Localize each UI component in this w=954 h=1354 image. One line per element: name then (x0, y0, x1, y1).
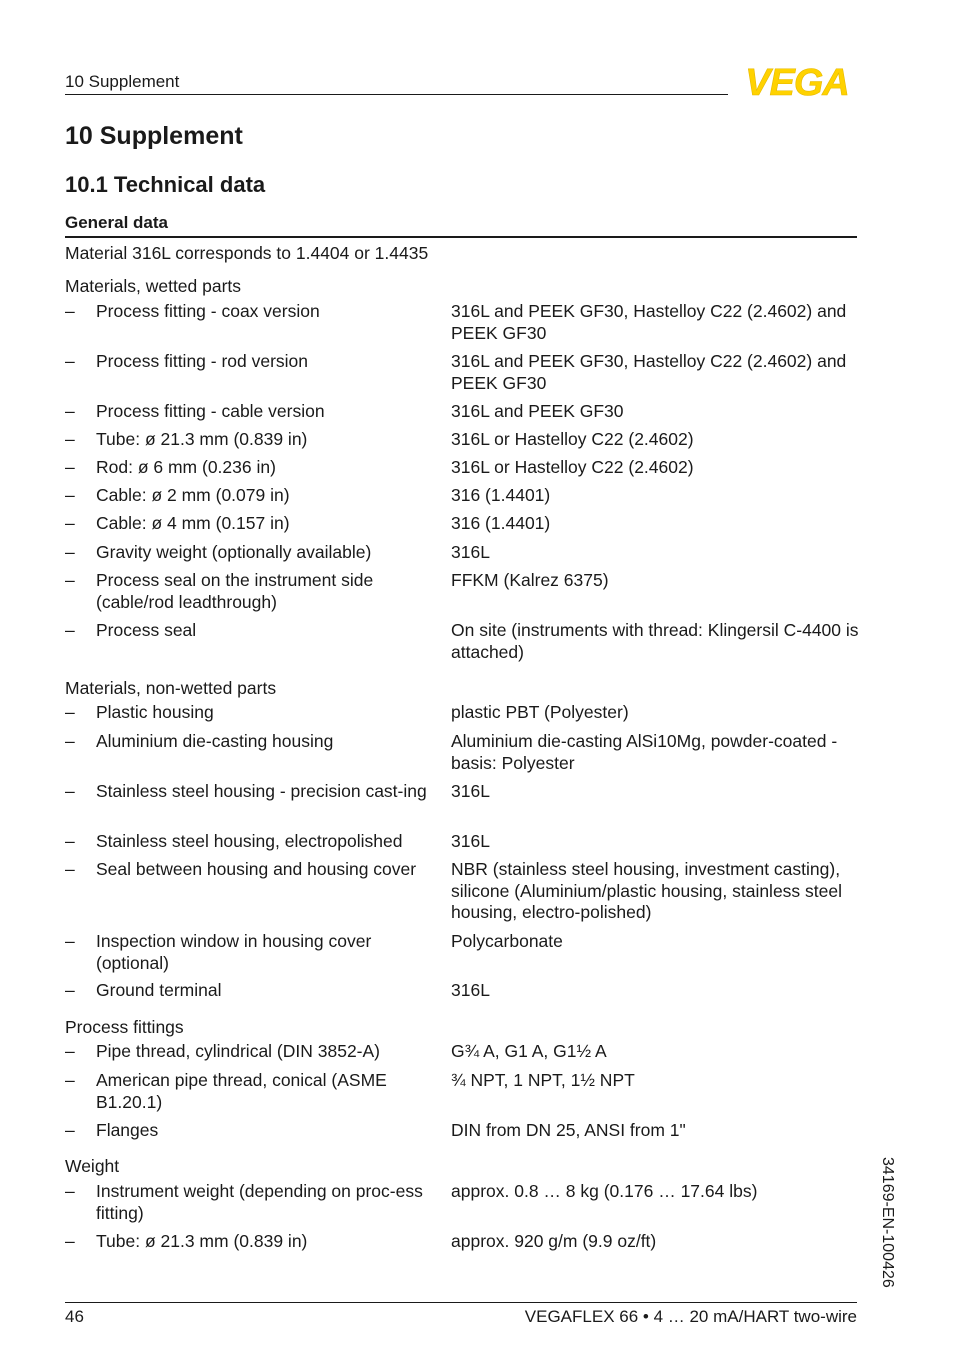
material-note: Material 316L corresponds to 1.4404 or 1.4435 (65, 243, 429, 263)
spec-label: Seal between housing and housing cover (96, 859, 417, 879)
spec-value: ¾ NPT, 1 NPT, 1½ NPT (451, 1070, 635, 1090)
spec-label: Cable: ø 2 mm (0.079 in) (96, 485, 290, 505)
page-number: 46 (65, 1307, 84, 1326)
spec-value: 316L (451, 980, 490, 1000)
list-dash: – (65, 351, 75, 371)
spec-value: plastic PBT (Polyester) (451, 702, 629, 722)
list-dash: – (65, 429, 75, 449)
list-dash: – (65, 1120, 75, 1140)
list-dash: – (65, 1181, 75, 1201)
spec-label: Flanges (96, 1120, 159, 1140)
list-dash: – (65, 702, 75, 722)
list-dash: – (65, 542, 75, 562)
list-dash: – (65, 301, 75, 321)
spec-label: Pipe thread, cylindrical (DIN 3852-A) (96, 1041, 381, 1061)
running-header: 10 Supplement (65, 72, 180, 91)
list-dash: – (65, 931, 75, 951)
list-dash: – (65, 980, 75, 1000)
subsection-heading: General data (65, 213, 168, 232)
spec-label: Inspection window in housing cover (optional) (96, 931, 372, 973)
section-heading: Weight (65, 1156, 120, 1176)
spec-value: NBR (stainless steel housing, investment casting), silicone (Aluminium/plastic housing, stainless steel housing, electro-polished) (451, 859, 843, 922)
spec-label: Process seal on the instrument side (cable/rod leadthrough) (96, 570, 374, 612)
subsection-rule (65, 236, 857, 238)
spec-value: 316L and PEEK GF30 (451, 401, 624, 421)
list-dash: – (65, 570, 75, 590)
spec-label: Ground terminal (96, 980, 222, 1000)
spec-value: Polycarbonate (451, 931, 563, 951)
vega-logo-text: VEGA (745, 62, 849, 102)
list-dash: – (65, 731, 75, 751)
section-heading: Materials, non-wetted parts (65, 678, 277, 698)
spec-value: approx. 0.8 … 8 kg (0.176 … 17.64 lbs) (451, 1181, 758, 1201)
spec-label: Process fitting - cable version (96, 401, 325, 421)
spec-label: Aluminium die-casting housing (96, 731, 334, 751)
spec-value: DIN from DN 25, ANSI from 1" (451, 1120, 686, 1140)
spec-label: Tube: ø 21.3 mm (0.839 in) (96, 1231, 308, 1251)
spec-value: 316L and PEEK GF30, Hastelloy C22 (2.4602) and PEEK GF30 (451, 351, 847, 393)
spec-value: FFKM (Kalrez 6375) (451, 570, 609, 590)
header-rule (65, 94, 728, 95)
list-dash: – (65, 513, 75, 533)
spec-label: Cable: ø 4 mm (0.157 in) (96, 513, 290, 533)
spec-label: American pipe thread, conical (ASME B1.20.1) (96, 1070, 387, 1112)
spec-value: 316L (451, 831, 490, 851)
list-dash: – (65, 859, 75, 879)
spec-label: Instrument weight (depending on proc-ess fitting) (96, 1181, 423, 1223)
spec-value: On site (instruments with thread: Klingersil C-4400 is attached) (451, 620, 859, 662)
document-id: 34169-EN-100426 (879, 1157, 896, 1288)
spec-label: Gravity weight (optionally available) (96, 542, 372, 562)
spec-value: 316L and PEEK GF30, Hastelloy C22 (2.4602) and PEEK GF30 (451, 301, 847, 343)
footer-rule (65, 1302, 857, 1303)
section-heading: Materials, wetted parts (65, 276, 242, 296)
list-dash: – (65, 1041, 75, 1061)
spec-value: 316L (451, 542, 490, 562)
spec-label: Process fitting - rod version (96, 351, 309, 371)
spec-label: Stainless steel housing, electropolished (96, 831, 403, 851)
spec-value: 316L (451, 781, 490, 801)
spec-value: 316L or Hastelloy C22 (2.4602) (451, 457, 694, 477)
footer-product: VEGAFLEX 66 • 4 … 20 mA/HART two-wire (524, 1307, 857, 1326)
list-dash: – (65, 401, 75, 421)
spec-label: Rod: ø 6 mm (0.236 in) (96, 457, 276, 477)
list-dash: – (65, 457, 75, 477)
list-dash: – (65, 485, 75, 505)
chapter-title: 10 Supplement (65, 122, 243, 150)
spec-label: Plastic housing (96, 702, 214, 722)
spec-label: Process fitting - coax version (96, 301, 320, 321)
spec-value: Aluminium die-casting AlSi10Mg, powder-coated - basis: Polyester (451, 731, 838, 773)
vega-logo (735, 62, 859, 102)
list-dash: – (65, 620, 75, 640)
section-title: 10.1 Technical data (65, 172, 266, 197)
list-dash: – (65, 831, 75, 851)
list-dash: – (65, 781, 75, 801)
section-heading: Process fittings (65, 1017, 184, 1037)
spec-value: 316 (1.4401) (451, 485, 551, 505)
spec-value: G¾ A, G1 A, G1½ A (451, 1041, 607, 1061)
spec-value: 316L or Hastelloy C22 (2.4602) (451, 429, 694, 449)
spec-value: 316 (1.4401) (451, 513, 551, 533)
spec-label: Process seal (96, 620, 197, 640)
spec-label: Stainless steel housing - precision cast-ing (96, 781, 427, 801)
spec-label: Tube: ø 21.3 mm (0.839 in) (96, 429, 308, 449)
list-dash: – (65, 1231, 75, 1251)
list-dash: – (65, 1070, 75, 1090)
spec-value: approx. 920 g/m (9.9 oz/ft) (451, 1231, 657, 1251)
